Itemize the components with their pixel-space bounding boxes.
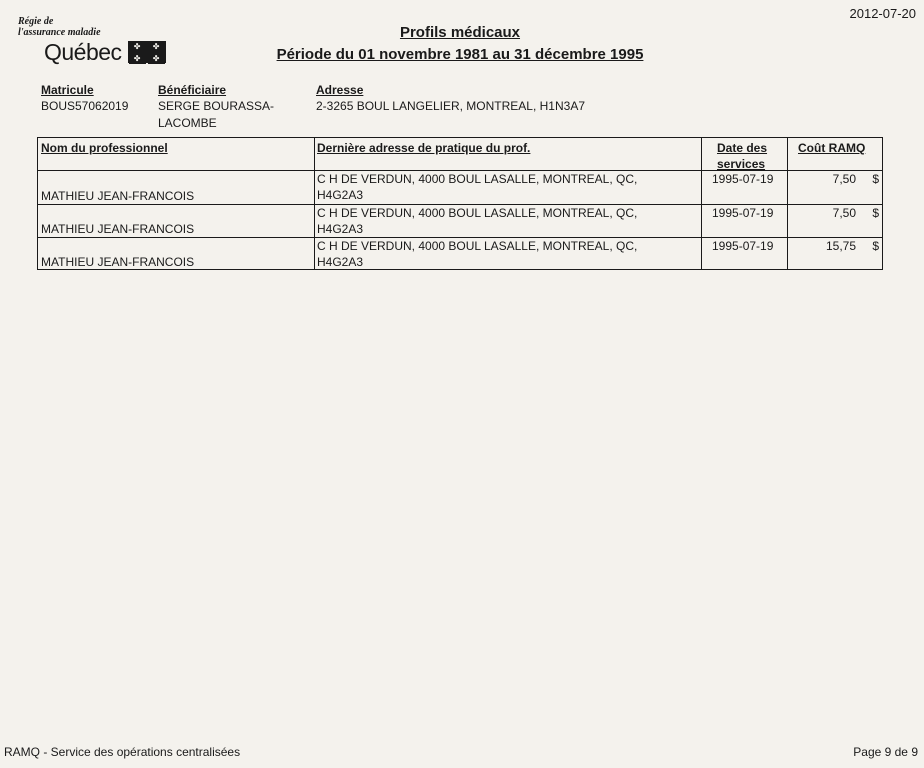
header-date-line1: Date des — [717, 141, 768, 155]
row-1-cost: 7,50 — [832, 172, 856, 186]
print-date: 2012-07-20 — [849, 6, 916, 21]
row-1-professional: MATHIEU JEAN-FRANCOIS — [41, 189, 195, 203]
header-date-line2: services — [717, 157, 766, 171]
header-professional: Nom du professionnel — [41, 141, 168, 155]
ramq-logo — [18, 16, 166, 64]
row-3-date: 1995-07-19 — [712, 239, 774, 253]
row-2-address-line1: C H DE VERDUN, 4000 BOUL LASALLE, MONTREAL, QC, — [317, 206, 638, 220]
beneficiaire-value-line1: SERGE BOURASSA- — [158, 99, 275, 113]
row-2-date: 1995-07-19 — [712, 206, 774, 220]
beneficiaire-label: Bénéficiaire — [158, 83, 227, 97]
row-3-address-line2: H4G2A3 — [317, 255, 364, 269]
page-number: Page 9 de 9 — [853, 745, 918, 759]
logo-quebec-text: Québec — [44, 39, 122, 65]
row-3-address-line1: C H DE VERDUN, 4000 BOUL LASALLE, MONTREAL, QC, — [317, 239, 638, 253]
matricule-label: Matricule — [41, 83, 94, 97]
row-1-address-line1: C H DE VERDUN, 4000 BOUL LASALLE, MONTREAL, QC, — [317, 172, 638, 186]
footer-left: RAMQ - Service des opérations centralisées — [4, 745, 241, 759]
row-3-currency: $ — [872, 239, 879, 253]
row-3-cost: 15,75 — [825, 239, 856, 253]
matricule-value: BOUS57062019 — [41, 99, 129, 113]
adresse-value: 2-3265 BOUL LANGELIER, MONTREAL, H1N3A7 — [316, 99, 585, 113]
row-1-address-line2: H4G2A3 — [317, 188, 364, 202]
services-table — [37, 137, 883, 270]
adresse-label: Adresse — [316, 83, 364, 97]
header-address: Dernière adresse de pratique du prof. — [317, 141, 531, 155]
row-1-date: 1995-07-19 — [712, 172, 774, 186]
row-2-cost: 7,50 — [832, 206, 856, 220]
beneficiaire-value-line2: LACOMBE — [158, 116, 217, 130]
header-cost: Coût RAMQ — [798, 141, 866, 155]
row-3-professional: MATHIEU JEAN-FRANCOIS — [41, 255, 195, 269]
row-2-professional: MATHIEU JEAN-FRANCOIS — [41, 222, 195, 236]
page-subtitle: Période du 01 novembre 1981 au 31 décembre 1995 — [276, 46, 644, 63]
row-2-currency: $ — [872, 206, 879, 220]
logo-line-2: l'assurance maladie — [18, 27, 101, 38]
quebec-flag-icon: ✤ ✤ ✤ ✤ — [128, 41, 166, 63]
logo-line-1: Régie de — [18, 16, 54, 27]
row-1-currency: $ — [872, 172, 879, 186]
page-title: Profils médicaux — [399, 24, 521, 41]
row-2-address-line2: H4G2A3 — [317, 222, 364, 236]
